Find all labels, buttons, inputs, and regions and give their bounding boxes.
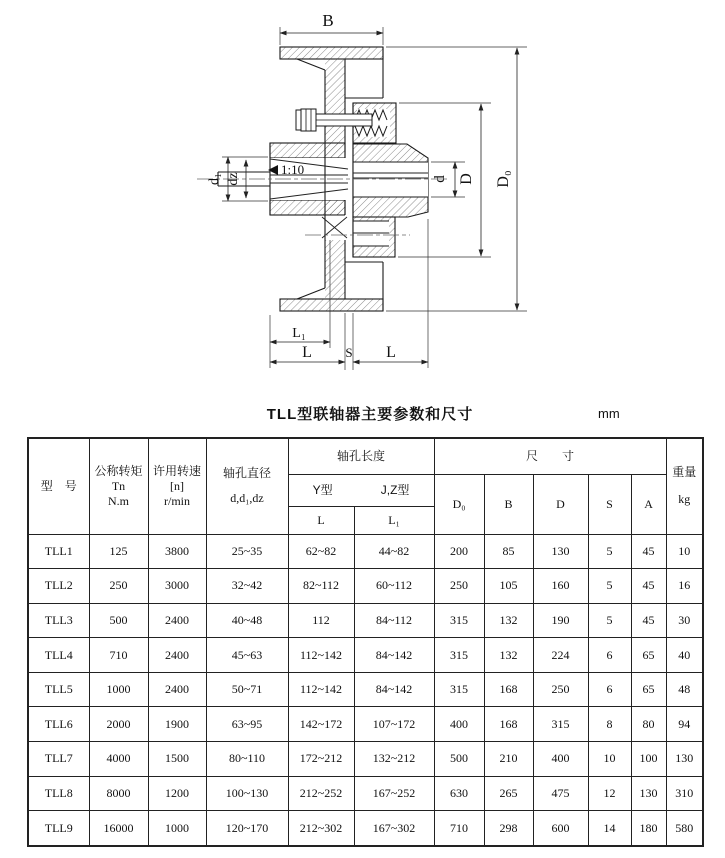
table-cell: 100~130 bbox=[206, 776, 288, 811]
speed-symbol: [n] bbox=[170, 478, 184, 493]
weight-unit: kg bbox=[678, 492, 691, 507]
table-cell: 84~142 bbox=[354, 638, 434, 673]
col-header-S: S bbox=[588, 474, 631, 534]
table-cell: 315 bbox=[434, 603, 484, 638]
table-cell: 142~172 bbox=[288, 707, 354, 742]
table-cell: 630 bbox=[434, 776, 484, 811]
table-cell: 224 bbox=[533, 638, 588, 673]
table-cell: 168 bbox=[484, 672, 533, 707]
table-cell: 250 bbox=[533, 672, 588, 707]
table-cell: 25~35 bbox=[206, 534, 288, 569]
table-cell: TLL5 bbox=[28, 672, 89, 707]
table-cell: 112 bbox=[288, 603, 354, 638]
dim-label-d: d bbox=[432, 175, 448, 183]
table-row bbox=[28, 569, 703, 604]
table-cell: TLL4 bbox=[28, 638, 89, 673]
table-cell: 60~112 bbox=[354, 569, 434, 604]
table-cell: 500 bbox=[89, 603, 148, 638]
table-cell: 10 bbox=[588, 742, 631, 777]
table-cell: 2400 bbox=[148, 638, 206, 673]
table-cell: 167~302 bbox=[354, 811, 434, 846]
table-cell: 94 bbox=[666, 707, 703, 742]
table-cell: 1000 bbox=[148, 811, 206, 846]
table-cell: 475 bbox=[533, 776, 588, 811]
table-cell: 105 bbox=[484, 569, 533, 604]
table-cell: 315 bbox=[533, 707, 588, 742]
table-cell: 3000 bbox=[148, 569, 206, 604]
table-cell: TLL7 bbox=[28, 742, 89, 777]
table-cell: 6 bbox=[588, 672, 631, 707]
col-header-bore-length: 轴孔长度 bbox=[288, 438, 434, 474]
table-cell: TLL9 bbox=[28, 811, 89, 846]
table-row bbox=[28, 603, 703, 638]
col-header-speed bbox=[148, 438, 206, 534]
table-cell: 315 bbox=[434, 638, 484, 673]
col-header-L1: L₁ bbox=[354, 506, 434, 534]
table-cell: 265 bbox=[484, 776, 533, 811]
table-cell: 710 bbox=[434, 811, 484, 846]
table-cell: 3800 bbox=[148, 534, 206, 569]
table-cell: 2400 bbox=[148, 603, 206, 638]
table-cell: 16 bbox=[666, 569, 703, 604]
dim-label-d1: d₁ bbox=[207, 173, 222, 185]
table-cell: 1900 bbox=[148, 707, 206, 742]
table-row bbox=[28, 776, 703, 811]
col-header-D0: D₀ bbox=[434, 474, 484, 534]
table-cell: 112~142 bbox=[288, 672, 354, 707]
parameters-table bbox=[27, 437, 704, 847]
dim-label-L-right: L bbox=[386, 344, 396, 361]
bore-cutouts bbox=[269, 109, 428, 246]
col-header-bore-diameter bbox=[206, 438, 288, 534]
table-cell: 600 bbox=[533, 811, 588, 846]
table-cell: 6 bbox=[588, 638, 631, 673]
dim-label-S: S bbox=[345, 345, 353, 360]
table-cell: 250 bbox=[89, 569, 148, 604]
table-cell: 45~63 bbox=[206, 638, 288, 673]
table-cell: 130 bbox=[666, 742, 703, 777]
torque-unit: N.m bbox=[108, 493, 129, 508]
jz-type-label: J,Z型 bbox=[380, 482, 410, 497]
table-cell: 160 bbox=[533, 569, 588, 604]
table-cell: 40~48 bbox=[206, 603, 288, 638]
table-cell: 40 bbox=[666, 638, 703, 673]
col-header-weight bbox=[666, 438, 703, 534]
table-cell: 200 bbox=[434, 534, 484, 569]
bore-dia-symbols: d,d₁,dz bbox=[230, 491, 264, 506]
table-cell: 5 bbox=[588, 603, 631, 638]
table-cell: 310 bbox=[666, 776, 703, 811]
dim-label-D: D bbox=[458, 173, 475, 185]
table-cell: 80~110 bbox=[206, 742, 288, 777]
dim-label-B: B bbox=[322, 11, 334, 30]
table-cell: 16000 bbox=[89, 811, 148, 846]
taper-label: 1:10 bbox=[281, 162, 305, 177]
table-cell: 212~302 bbox=[288, 811, 354, 846]
col-header-L: L bbox=[288, 506, 354, 534]
table-row bbox=[28, 534, 703, 569]
speed-unit: r/min bbox=[164, 493, 190, 508]
table-cell: 82~112 bbox=[288, 569, 354, 604]
table-cell: 48 bbox=[666, 672, 703, 707]
weight-label: 重量 bbox=[672, 465, 697, 480]
table-cell: 45 bbox=[631, 603, 666, 638]
speed-label: 许用转速 bbox=[152, 463, 201, 478]
table-cell: 132 bbox=[484, 603, 533, 638]
table-cell: 298 bbox=[484, 811, 533, 846]
table-cell: 10 bbox=[666, 534, 703, 569]
col-header-size: 尺 寸 bbox=[434, 438, 666, 474]
table-cell: 130 bbox=[631, 776, 666, 811]
table-cell: 580 bbox=[666, 811, 703, 846]
table-cell: 710 bbox=[89, 638, 148, 673]
table-cell: 65 bbox=[631, 638, 666, 673]
table-cell: TLL8 bbox=[28, 776, 89, 811]
dim-label-dz: dz bbox=[226, 172, 241, 186]
table-cell: 212~252 bbox=[288, 776, 354, 811]
table-cell: 63~95 bbox=[206, 707, 288, 742]
table-cell: 1200 bbox=[148, 776, 206, 811]
dim-label-L-left: L bbox=[302, 344, 312, 361]
table-cell: 132 bbox=[484, 638, 533, 673]
table-cell: 80 bbox=[631, 707, 666, 742]
col-header-bore-types bbox=[288, 474, 434, 506]
table-cell: 12 bbox=[588, 776, 631, 811]
table-cell: 5 bbox=[588, 534, 631, 569]
bore-dia-label: 轴孔直径 bbox=[222, 466, 271, 481]
table-cell: 62~82 bbox=[288, 534, 354, 569]
table-row bbox=[28, 742, 703, 777]
table-cell: 30 bbox=[666, 603, 703, 638]
table-cell: TLL1 bbox=[28, 534, 89, 569]
table-cell: 190 bbox=[533, 603, 588, 638]
col-header-model: 型 号 bbox=[28, 438, 89, 534]
table-row bbox=[28, 811, 703, 846]
table-cell: 5 bbox=[588, 569, 631, 604]
dim-label-D0: D₀ bbox=[495, 170, 512, 188]
table-cell: 8 bbox=[588, 707, 631, 742]
col-header-D: D bbox=[533, 474, 588, 534]
col-header-B: B bbox=[484, 474, 533, 534]
col-header-torque bbox=[89, 438, 148, 534]
col-header-A: A bbox=[631, 474, 666, 534]
table-cell: 84~112 bbox=[354, 603, 434, 638]
table-cell: 14 bbox=[588, 811, 631, 846]
table-cell: TLL2 bbox=[28, 569, 89, 604]
table-cell: 112~142 bbox=[288, 638, 354, 673]
table-body bbox=[28, 534, 703, 846]
table-cell: 130 bbox=[533, 534, 588, 569]
table-cell: 172~212 bbox=[288, 742, 354, 777]
table-cell: 32~42 bbox=[206, 569, 288, 604]
table-cell: 1000 bbox=[89, 672, 148, 707]
unit-label: mm bbox=[598, 406, 620, 421]
table-cell: TLL3 bbox=[28, 603, 89, 638]
table-cell: 400 bbox=[434, 707, 484, 742]
table-title: TLL型联轴器主要参数和尺寸 bbox=[266, 406, 474, 423]
table-cell: 100 bbox=[631, 742, 666, 777]
y-type-label: Y型 bbox=[312, 482, 333, 497]
table-cell: 8000 bbox=[89, 776, 148, 811]
table-cell: 85 bbox=[484, 534, 533, 569]
table-cell: 180 bbox=[631, 811, 666, 846]
table-cell: 4000 bbox=[89, 742, 148, 777]
table-cell: 400 bbox=[533, 742, 588, 777]
dim-label-L1: L₁ bbox=[292, 326, 306, 341]
table-cell: 84~142 bbox=[354, 672, 434, 707]
table-cell: 107~172 bbox=[354, 707, 434, 742]
table-cell: 315 bbox=[434, 672, 484, 707]
table-cell: 120~170 bbox=[206, 811, 288, 846]
table-cell: 250 bbox=[434, 569, 484, 604]
table-cell: 2000 bbox=[89, 707, 148, 742]
table-cell: 50~71 bbox=[206, 672, 288, 707]
table-cell: 45 bbox=[631, 569, 666, 604]
table-row bbox=[28, 638, 703, 673]
table-cell: 167~252 bbox=[354, 776, 434, 811]
table-cell: 44~82 bbox=[354, 534, 434, 569]
table-cell: 2400 bbox=[148, 672, 206, 707]
table-cell: 45 bbox=[631, 534, 666, 569]
table-cell: 168 bbox=[484, 707, 533, 742]
table-cell: 500 bbox=[434, 742, 484, 777]
table-cell: TLL6 bbox=[28, 707, 89, 742]
torque-label: 公称转矩 bbox=[94, 463, 143, 478]
table-cell: 210 bbox=[484, 742, 533, 777]
table-row bbox=[28, 707, 703, 742]
table-cell: 65 bbox=[631, 672, 666, 707]
table-cell: 125 bbox=[89, 534, 148, 569]
torque-symbol: Tn bbox=[111, 478, 126, 493]
table-row bbox=[28, 672, 703, 707]
table-cell: 1500 bbox=[148, 742, 206, 777]
table-cell: 132~212 bbox=[354, 742, 434, 777]
